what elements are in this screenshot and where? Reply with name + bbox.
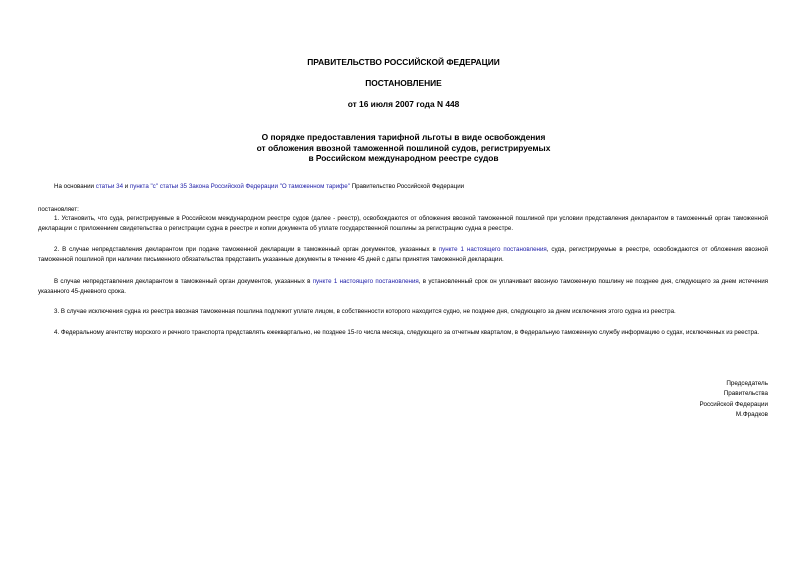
signature-line: Правительства — [723, 390, 768, 398]
paragraph-4: 4. Федеральному агентству морского и речного транспорта представлять ежеквартально, не позднее 15-го числа месяца, следующего за отчетным кварталом, в Федеральную таможенную службу информацию о судах, исключенных из реестра. — [54, 329, 760, 336]
title-line: в Российском международном реестре судов — [308, 153, 499, 163]
signature-line: Председатель — [726, 380, 768, 387]
document-type: ПОСТАНОВЛЕНИЕ — [365, 78, 442, 88]
paragraph-2-text: 2. В случае непредставления декларантом при подаче таможенной декларации в таможенный орган документов, указанных в — [54, 246, 439, 253]
paragraph-3-text: , в установленный срок он уплачивает ввозную таможенную пошлину не позднее дня, следующего за днем истечения указанного 45-дневного срока. — [38, 278, 769, 296]
resolves-label: постановляет: — [38, 206, 79, 213]
link-article-34[interactable]: статьи 34 — [95, 183, 124, 190]
paragraph-2-text: , суда, регистрируемые в реестре, освобождаются от обложения ввозной таможенной пошлиной при наличии письменного обязательства представить указанные документы в течение 45 дней с даты принятия таможенной декларации. — [38, 246, 769, 264]
link-customs-tariff-law[interactable]: "О таможенном тарифе" — [279, 183, 350, 190]
link-paragraph-1[interactable]: пункте 1 настоящего постановления — [312, 278, 419, 285]
title-line: от обложения ввозной таможенной пошлиной судов, регистрируемых — [256, 142, 551, 153]
basis-and: и — [123, 183, 130, 190]
paragraph-2-continued — [38, 277, 768, 298]
signature-block — [700, 379, 768, 421]
signatory-name: М.Фрадков — [735, 411, 768, 419]
link-paragraph-1[interactable]: пункте 1 настоящего постановления — [438, 246, 547, 253]
link-article-35-law[interactable]: пункта "с" статьи 35 Закона Российской Федерации — [129, 183, 278, 190]
document-date-number: от 16 июля 2007 года N 448 — [347, 99, 460, 109]
signature-line: Российской Федерации — [699, 400, 768, 408]
paragraph-2 — [38, 245, 768, 266]
document-title — [0, 132, 807, 164]
basis-prefix: На основании — [54, 183, 96, 190]
paragraph-1: 1. Установить, что суда, регистрируемые в Российском международном реестре судов (далее - реестр), освобождаются от обложения ввозной таможенной пошлиной при условии представления декларантом в таможенный орган таможенной декларации с приложением свидетельства о регистрации судна в реестре и копии документа об уплате государственной пошлины за регистрацию судна в реестре. — [38, 215, 768, 233]
title-line: О порядке предоставления тарифной льготы в виде освобождения — [261, 132, 546, 142]
paragraph-3-text: В случае непредставления декларантом в таможенный орган документов, указанных в — [54, 278, 313, 285]
legal-basis-paragraph — [38, 182, 768, 192]
issuing-authority: ПРАВИТЕЛЬСТВО РОССИЙСКОЙ ФЕДЕРАЦИИ — [307, 57, 500, 67]
paragraph-3: 3. В случае исключения судна из реестра ввозная таможенная пошлина подлежит уплате лицом, в собственности которого находится судно, не позднее дня, следующего за днем исключения этого судна из реестра. — [54, 308, 676, 315]
basis-suffix: Правительство Российской Федерации — [349, 183, 465, 190]
